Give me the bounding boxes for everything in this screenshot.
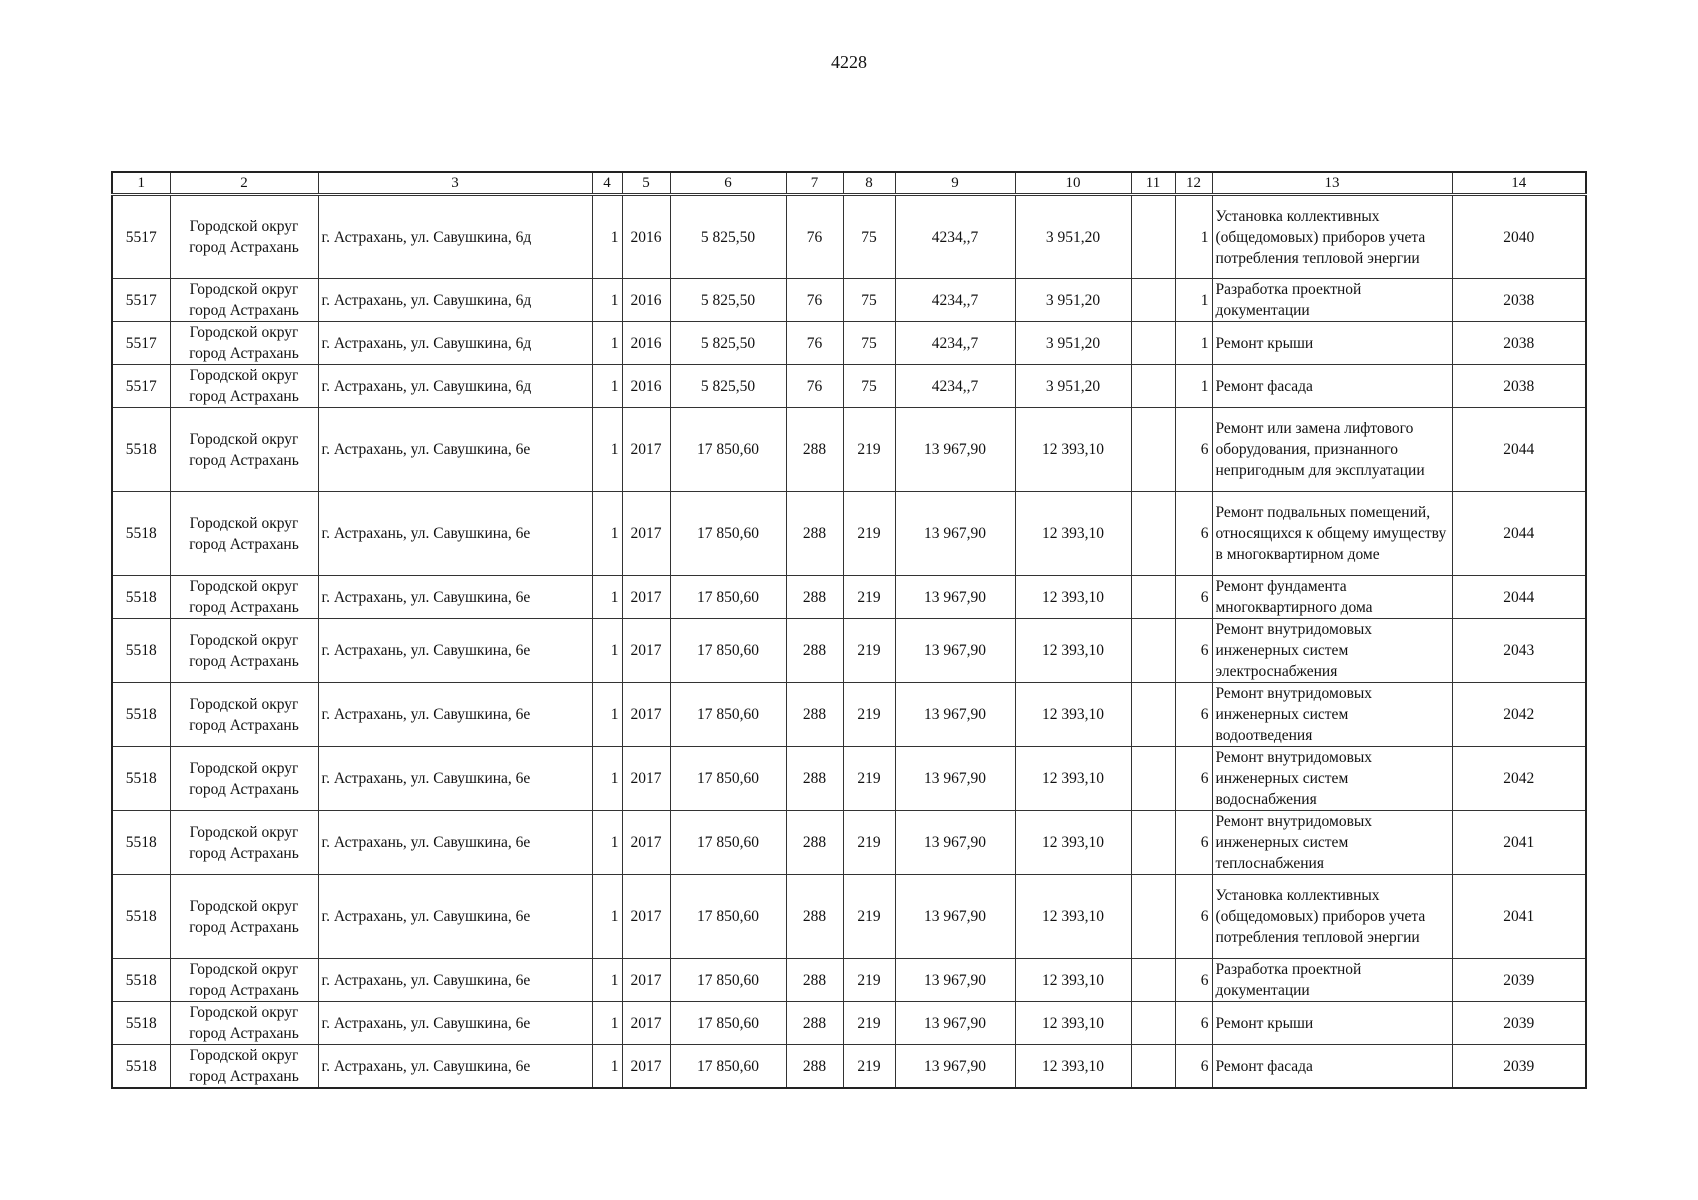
table-header [112,172,1586,195]
plan-year-cell: 2039 [1452,959,1586,1002]
column-header-1: 1 [112,172,170,195]
column-4-cell: 1 [592,1045,622,1089]
column-12-cell: 1 [1175,365,1212,408]
address-cell: г. Астрахань, ул. Савушкина, 6е [318,408,592,492]
column-4-cell: 1 [592,365,622,408]
record-id-cell: 5518 [112,408,170,492]
column-7-cell: 76 [786,365,843,408]
column-8-cell: 219 [843,1045,895,1089]
column-12-cell: 6 [1175,619,1212,683]
municipality-cell: Городской округ город Астрахань [170,747,318,811]
column-10-cell: 12 393,10 [1015,747,1131,811]
municipality-cell: Городской округ город Астрахань [170,959,318,1002]
column-12-cell: 6 [1175,959,1212,1002]
address-cell: г. Астрахань, ул. Савушкина, 6е [318,811,592,875]
column-10-cell: 3 951,20 [1015,322,1131,365]
table-row [112,959,1586,1002]
record-id-cell: 5518 [112,875,170,959]
column-header-11: 11 [1131,172,1175,195]
column-header-4: 4 [592,172,622,195]
year-cell: 2016 [622,195,670,279]
column-12-cell: 6 [1175,683,1212,747]
column-header-2: 2 [170,172,318,195]
address-cell: г. Астрахань, ул. Савушкина, 6е [318,875,592,959]
column-header-6: 6 [670,172,786,195]
column-10-cell: 12 393,10 [1015,683,1131,747]
plan-year-cell: 2043 [1452,619,1586,683]
area-total-cell: 17 850,60 [670,747,786,811]
work-type-cell: Установка коллективных (общедомовых) приборов учета потребления тепловой энергии [1212,195,1452,279]
plan-year-cell: 2038 [1452,365,1586,408]
plan-year-cell: 2042 [1452,683,1586,747]
record-id-cell: 5518 [112,747,170,811]
year-cell: 2016 [622,365,670,408]
column-11-cell [1131,619,1175,683]
area-total-cell: 17 850,60 [670,1002,786,1045]
column-9-cell: 4234,,7 [895,195,1015,279]
table-row [112,683,1586,747]
column-11-cell [1131,492,1175,576]
work-type-cell: Ремонт внутридомовых инженерных систем теплоснабжения [1212,811,1452,875]
column-9-cell: 4234,,7 [895,279,1015,322]
column-11-cell [1131,195,1175,279]
work-type-cell: Ремонт внутридомовых инженерных систем водоотведения [1212,683,1452,747]
record-id-cell: 5518 [112,619,170,683]
column-12-cell: 6 [1175,1002,1212,1045]
column-7-cell: 288 [786,492,843,576]
column-11-cell [1131,408,1175,492]
municipality-cell: Городской округ город Астрахань [170,619,318,683]
record-id-cell: 5517 [112,279,170,322]
column-12-cell: 6 [1175,492,1212,576]
record-id-cell: 5518 [112,959,170,1002]
municipality-cell: Городской округ город Астрахань [170,195,318,279]
column-4-cell: 1 [592,747,622,811]
year-cell: 2017 [622,619,670,683]
municipality-cell: Городской округ город Астрахань [170,365,318,408]
column-4-cell: 1 [592,195,622,279]
column-header-3: 3 [318,172,592,195]
column-7-cell: 288 [786,811,843,875]
column-7-cell: 76 [786,195,843,279]
address-cell: г. Астрахань, ул. Савушкина, 6е [318,1045,592,1089]
column-8-cell: 219 [843,576,895,619]
column-12-cell: 1 [1175,279,1212,322]
column-11-cell [1131,576,1175,619]
column-9-cell: 13 967,90 [895,683,1015,747]
table-row [112,365,1586,408]
column-4-cell: 1 [592,1002,622,1045]
column-header-13: 13 [1212,172,1452,195]
column-12-cell: 6 [1175,875,1212,959]
year-cell: 2016 [622,279,670,322]
work-type-cell: Ремонт внутридомовых инженерных систем водоснабжения [1212,747,1452,811]
address-cell: г. Астрахань, ул. Савушкина, 6е [318,747,592,811]
area-total-cell: 17 850,60 [670,1045,786,1089]
column-4-cell: 1 [592,619,622,683]
municipality-cell: Городской округ город Астрахань [170,875,318,959]
plan-year-cell: 2038 [1452,279,1586,322]
area-total-cell: 17 850,60 [670,408,786,492]
column-9-cell: 13 967,90 [895,1045,1015,1089]
column-7-cell: 288 [786,747,843,811]
column-10-cell: 12 393,10 [1015,1002,1131,1045]
column-4-cell: 1 [592,811,622,875]
plan-year-cell: 2039 [1452,1045,1586,1089]
column-4-cell: 1 [592,322,622,365]
column-header-10: 10 [1015,172,1131,195]
area-total-cell: 5 825,50 [670,322,786,365]
column-9-cell: 13 967,90 [895,811,1015,875]
column-4-cell: 1 [592,408,622,492]
plan-year-cell: 2041 [1452,875,1586,959]
year-cell: 2017 [622,408,670,492]
column-8-cell: 219 [843,747,895,811]
column-9-cell: 13 967,90 [895,619,1015,683]
work-type-cell: Ремонт или замена лифтового оборудования, признанного непригодным для эксплуатации [1212,408,1452,492]
column-11-cell [1131,1002,1175,1045]
column-9-cell: 13 967,90 [895,1002,1015,1045]
column-8-cell: 75 [843,365,895,408]
plan-year-cell: 2044 [1452,576,1586,619]
address-cell: г. Астрахань, ул. Савушкина, 6е [318,492,592,576]
column-8-cell: 219 [843,683,895,747]
page-number: 4228 [831,52,867,72]
register-table [111,171,1587,1089]
address-cell: г. Астрахань, ул. Савушкина, 6д [318,322,592,365]
work-type-cell: Установка коллективных (общедомовых) приборов учета потребления тепловой энергии [1212,875,1452,959]
column-11-cell [1131,959,1175,1002]
table-row [112,875,1586,959]
record-id-cell: 5518 [112,683,170,747]
column-8-cell: 219 [843,875,895,959]
column-10-cell: 12 393,10 [1015,576,1131,619]
record-id-cell: 5517 [112,195,170,279]
year-cell: 2017 [622,959,670,1002]
column-12-cell: 1 [1175,322,1212,365]
work-type-cell: Ремонт фасада [1212,1045,1452,1089]
column-7-cell: 288 [786,619,843,683]
column-7-cell: 288 [786,683,843,747]
column-7-cell: 288 [786,1045,843,1089]
column-9-cell: 13 967,90 [895,875,1015,959]
municipality-cell: Городской округ город Астрахань [170,1045,318,1089]
table-row [112,279,1586,322]
column-10-cell: 12 393,10 [1015,959,1131,1002]
area-total-cell: 17 850,60 [670,683,786,747]
column-number-row [112,172,1586,195]
column-8-cell: 219 [843,492,895,576]
work-type-cell: Ремонт фундамента многоквартирного дома [1212,576,1452,619]
record-id-cell: 5518 [112,492,170,576]
column-12-cell: 6 [1175,811,1212,875]
column-11-cell [1131,811,1175,875]
record-id-cell: 5517 [112,365,170,408]
column-9-cell: 13 967,90 [895,492,1015,576]
table-row [112,1045,1586,1089]
plan-year-cell: 2038 [1452,322,1586,365]
municipality-cell: Городской округ город Астрахань [170,322,318,365]
column-header-8: 8 [843,172,895,195]
address-cell: г. Астрахань, ул. Савушкина, 6е [318,683,592,747]
column-7-cell: 76 [786,279,843,322]
column-8-cell: 75 [843,195,895,279]
plan-year-cell: 2040 [1452,195,1586,279]
year-cell: 2016 [622,322,670,365]
column-11-cell [1131,875,1175,959]
column-10-cell: 3 951,20 [1015,279,1131,322]
area-total-cell: 17 850,60 [670,619,786,683]
plan-year-cell: 2039 [1452,1002,1586,1045]
column-9-cell: 4234,,7 [895,365,1015,408]
column-11-cell [1131,322,1175,365]
work-type-cell: Ремонт крыши [1212,1002,1452,1045]
table-row [112,492,1586,576]
column-12-cell: 6 [1175,576,1212,619]
address-cell: г. Астрахань, ул. Савушкина, 6е [318,619,592,683]
municipality-cell: Городской округ город Астрахань [170,683,318,747]
table-row [112,195,1586,279]
area-total-cell: 5 825,50 [670,279,786,322]
record-id-cell: 5518 [112,576,170,619]
year-cell: 2017 [622,492,670,576]
column-7-cell: 76 [786,322,843,365]
column-10-cell: 3 951,20 [1015,195,1131,279]
address-cell: г. Астрахань, ул. Савушкина, 6е [318,1002,592,1045]
column-8-cell: 219 [843,1002,895,1045]
table-row [112,619,1586,683]
work-type-cell: Ремонт внутридомовых инженерных систем электроснабжения [1212,619,1452,683]
area-total-cell: 17 850,60 [670,492,786,576]
record-id-cell: 5517 [112,322,170,365]
table-body [112,195,1586,1089]
column-header-9: 9 [895,172,1015,195]
column-11-cell [1131,747,1175,811]
column-7-cell: 288 [786,959,843,1002]
area-total-cell: 17 850,60 [670,959,786,1002]
table-row [112,322,1586,365]
municipality-cell: Городской округ город Астрахань [170,576,318,619]
column-11-cell [1131,683,1175,747]
municipality-cell: Городской округ город Астрахань [170,811,318,875]
column-header-7: 7 [786,172,843,195]
column-9-cell: 13 967,90 [895,408,1015,492]
table-row [112,1002,1586,1045]
column-4-cell: 1 [592,875,622,959]
column-7-cell: 288 [786,408,843,492]
area-total-cell: 17 850,60 [670,875,786,959]
record-id-cell: 5518 [112,1045,170,1089]
table-row [112,811,1586,875]
address-cell: г. Астрахань, ул. Савушкина, 6д [318,365,592,408]
column-9-cell: 13 967,90 [895,959,1015,1002]
plan-year-cell: 2044 [1452,408,1586,492]
year-cell: 2017 [622,1002,670,1045]
column-12-cell: 1 [1175,195,1212,279]
column-10-cell: 12 393,10 [1015,408,1131,492]
column-9-cell: 13 967,90 [895,576,1015,619]
record-id-cell: 5518 [112,811,170,875]
table-row [112,408,1586,492]
column-8-cell: 219 [843,619,895,683]
column-8-cell: 75 [843,279,895,322]
column-11-cell [1131,1045,1175,1089]
column-12-cell: 6 [1175,1045,1212,1089]
column-4-cell: 1 [592,683,622,747]
work-type-cell: Ремонт крыши [1212,322,1452,365]
area-total-cell: 17 850,60 [670,811,786,875]
column-10-cell: 12 393,10 [1015,811,1131,875]
column-4-cell: 1 [592,959,622,1002]
column-8-cell: 219 [843,959,895,1002]
column-8-cell: 219 [843,408,895,492]
column-12-cell: 6 [1175,747,1212,811]
column-11-cell [1131,365,1175,408]
plan-year-cell: 2044 [1452,492,1586,576]
column-10-cell: 12 393,10 [1015,875,1131,959]
column-12-cell: 6 [1175,408,1212,492]
column-10-cell: 12 393,10 [1015,492,1131,576]
column-7-cell: 288 [786,875,843,959]
year-cell: 2017 [622,1045,670,1089]
address-cell: г. Астрахань, ул. Савушкина, 6д [318,195,592,279]
column-header-5: 5 [622,172,670,195]
year-cell: 2017 [622,747,670,811]
year-cell: 2017 [622,811,670,875]
column-7-cell: 288 [786,1002,843,1045]
table-row [112,747,1586,811]
column-header-12: 12 [1175,172,1212,195]
area-total-cell: 5 825,50 [670,365,786,408]
column-9-cell: 13 967,90 [895,747,1015,811]
column-header-14: 14 [1452,172,1586,195]
table-row [112,576,1586,619]
area-total-cell: 5 825,50 [670,195,786,279]
work-type-cell: Разработка проектной документации [1212,959,1452,1002]
area-total-cell: 17 850,60 [670,576,786,619]
column-4-cell: 1 [592,279,622,322]
plan-year-cell: 2041 [1452,811,1586,875]
municipality-cell: Городской округ город Астрахань [170,492,318,576]
work-type-cell: Ремонт подвальных помещений, относящихся к общему имуществу в многоквартирном доме [1212,492,1452,576]
municipality-cell: Городской округ город Астрахань [170,279,318,322]
address-cell: г. Астрахань, ул. Савушкина, 6е [318,576,592,619]
column-8-cell: 219 [843,811,895,875]
plan-year-cell: 2042 [1452,747,1586,811]
column-7-cell: 288 [786,576,843,619]
column-10-cell: 12 393,10 [1015,619,1131,683]
column-9-cell: 4234,,7 [895,322,1015,365]
work-type-cell: Ремонт фасада [1212,365,1452,408]
address-cell: г. Астрахань, ул. Савушкина, 6д [318,279,592,322]
column-4-cell: 1 [592,492,622,576]
record-id-cell: 5518 [112,1002,170,1045]
column-10-cell: 3 951,20 [1015,365,1131,408]
year-cell: 2017 [622,875,670,959]
column-8-cell: 75 [843,322,895,365]
column-11-cell [1131,279,1175,322]
column-10-cell: 12 393,10 [1015,1045,1131,1089]
work-type-cell: Разработка проектной документации [1212,279,1452,322]
year-cell: 2017 [622,576,670,619]
address-cell: г. Астрахань, ул. Савушкина, 6е [318,959,592,1002]
column-4-cell: 1 [592,576,622,619]
municipality-cell: Городской округ город Астрахань [170,408,318,492]
municipality-cell: Городской округ город Астрахань [170,1002,318,1045]
year-cell: 2017 [622,683,670,747]
